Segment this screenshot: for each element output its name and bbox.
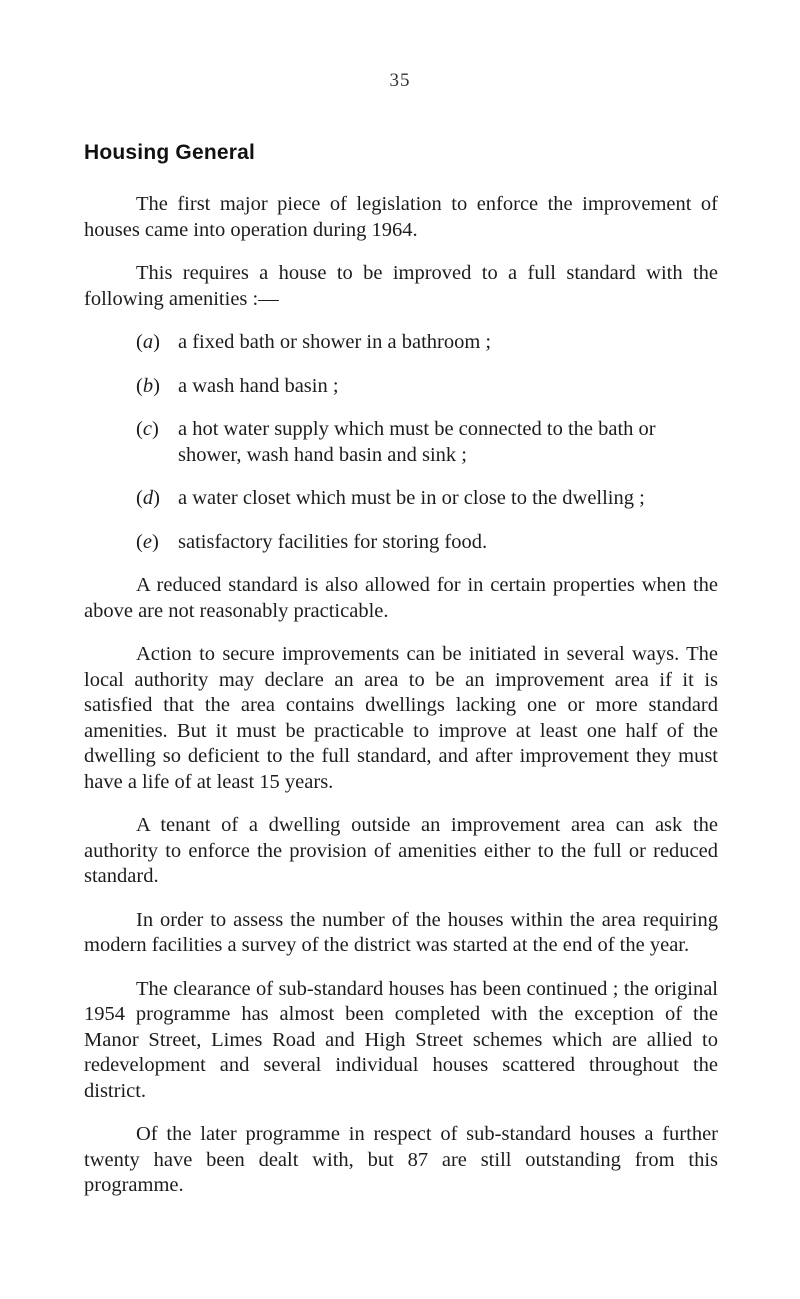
amenity-text: a fixed bath or shower in a bathroom ; xyxy=(178,331,492,353)
paragraph-clearance: The clearance of sub-standard houses has been continued ; the original 1954 programme has almost been completed with the exception of the Manor Street, Limes Road and High Street schemes which are allied to redevelopment and several individual houses scattered throughout the district. xyxy=(84,977,718,1102)
amenity-letter: (b) xyxy=(136,374,160,397)
amenity-item-a xyxy=(84,330,718,356)
paragraph-survey: In order to assess the number of the houses within the area requiring modern facilities a survey of the district was started at the end of the year. xyxy=(84,908,718,956)
paragraph-intro-2: This requires a house to be improved to a full standard with the following amenities :— xyxy=(84,262,718,310)
amenity-item-c xyxy=(84,417,718,468)
amenity-item-e xyxy=(84,530,718,556)
amenity-text: a hot water supply which must be connected to the bath or shower, wash hand basin and sink ; xyxy=(178,418,656,466)
paragraph-later-programme: Of the later programme in respect of sub-standard houses a further twenty have been dealt with, but 87 are still outstanding from this programme. xyxy=(84,1123,718,1196)
paragraph-reduced-standard: A reduced standard is also allowed for in certain properties when the above are not reasonably practicable. xyxy=(84,574,718,622)
amenity-text: satisfactory facilities for storing food. xyxy=(178,530,488,553)
amenity-item-b xyxy=(84,374,718,400)
amenity-letter: (a) xyxy=(136,331,160,353)
amenity-text: a water closet which must be in or close to the dwelling ; xyxy=(178,487,645,509)
section-heading: Housing General xyxy=(84,141,256,164)
amenity-text: a wash hand basin ; xyxy=(178,374,339,397)
amenity-letter: (d) xyxy=(136,487,160,509)
document-body xyxy=(84,192,718,1217)
amenity-letter: (c) xyxy=(136,418,159,440)
paragraph-tenant: A tenant of a dwelling outside an improvement area can ask the authority to enforce the provision of amenities either to the full or reduced standard. xyxy=(84,814,718,887)
amenity-letter: (e) xyxy=(136,530,159,553)
paragraph-intro-1: The first major piece of legislation to enforce the improvement of houses came into operation during 1964. xyxy=(84,193,718,241)
amenity-item-d xyxy=(84,486,718,512)
paragraph-improvement-action: Action to secure improvements can be initiated in several ways. The local authority may declare an area to be an improvement area if it is satisfied that the area contains dwellings lacking one or more standard amenities. But it must be practicable to improve at least one half of the dwelling so deficient to the full standard, and after improvement they must have a life of at least 15 years. xyxy=(84,643,718,793)
page-number: 35 xyxy=(389,70,411,91)
